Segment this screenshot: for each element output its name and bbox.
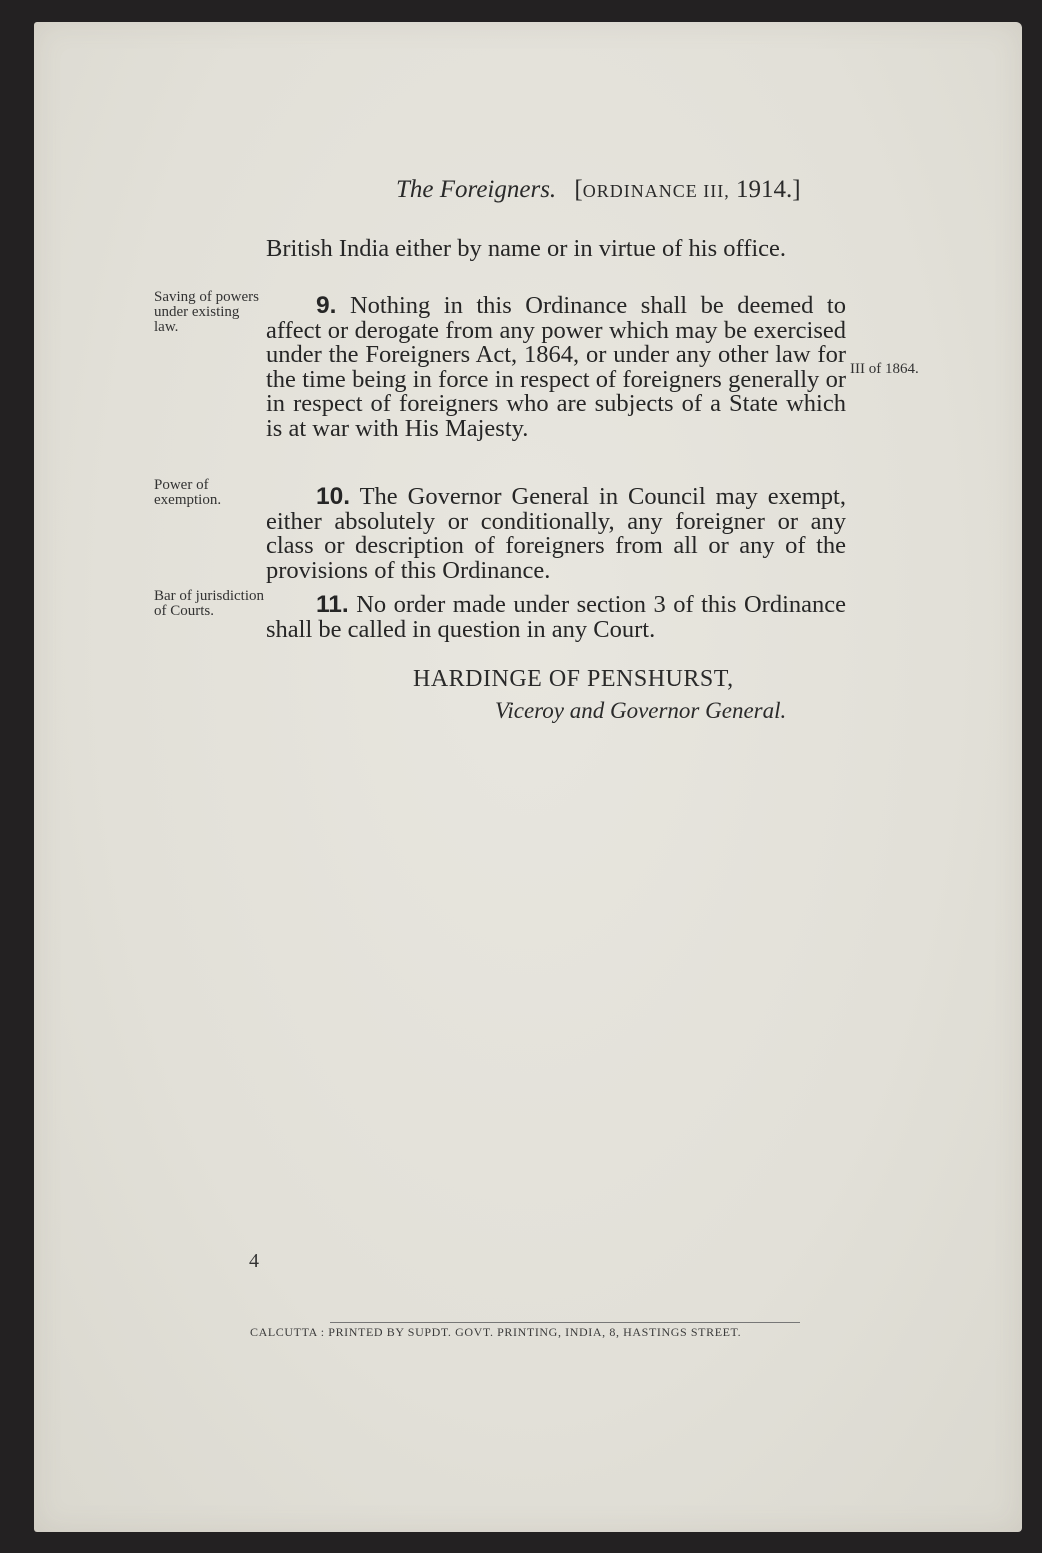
section-9 <box>266 294 846 441</box>
imprint-rule <box>330 1322 800 1323</box>
header-ordinance: [ORDINANCE III, 1914.] <box>574 176 801 203</box>
section-11-number: 11. <box>316 591 349 618</box>
section-10-number: 10. <box>316 483 351 510</box>
section-11 <box>266 593 846 642</box>
marginal-note-section-11: Bar of jurisdiction of Courts. <box>154 588 264 619</box>
page-number: 4 <box>249 1250 259 1272</box>
section-9-text: Nothing in this Ordinance shall be deemed to affect or derogate from any power which may be exercised under the Foreigners Act, 1864, or under any other law for the time being in force in respect of foreigners generally or in respect of foreigners who are subjects of a State which is at war with His Majesty. <box>266 292 846 442</box>
section-10-text: The Governor General in Council may exempt, either absolutely or conditionally, any foreigner or any class or description of foreigners from all or any of the provisions of this Ordinance. <box>266 483 846 584</box>
section-8-continuation: British India either by name or in virtue of his office. <box>266 235 787 262</box>
marginal-reference-act: III of 1864. <box>850 361 919 377</box>
printer-imprint: CALCUTTA : PRINTED BY SUPDT. GOVT. PRINTING, INDIA, 8, HASTINGS STREET. <box>250 1325 742 1339</box>
section-10 <box>266 485 846 583</box>
marginal-note-section-9: Saving of powers under existing law. <box>154 289 259 335</box>
header-title: The Foreigners. <box>396 176 557 203</box>
marginal-note-section-10: Power of exemption. <box>154 477 222 508</box>
signatory-name: HARDINGE OF PENSHURST, <box>413 666 734 692</box>
header-ordinance-label: ORDINANCE III, <box>582 181 730 201</box>
signatory-title: Viceroy and Governor General. <box>495 698 787 723</box>
section-9-number: 9. <box>316 292 337 319</box>
running-header <box>396 176 856 204</box>
header-ordinance-year: 1914. <box>735 176 793 203</box>
section-11-text: No order made under section 3 of this Ordinance shall be called in question in any Court. <box>266 591 846 643</box>
